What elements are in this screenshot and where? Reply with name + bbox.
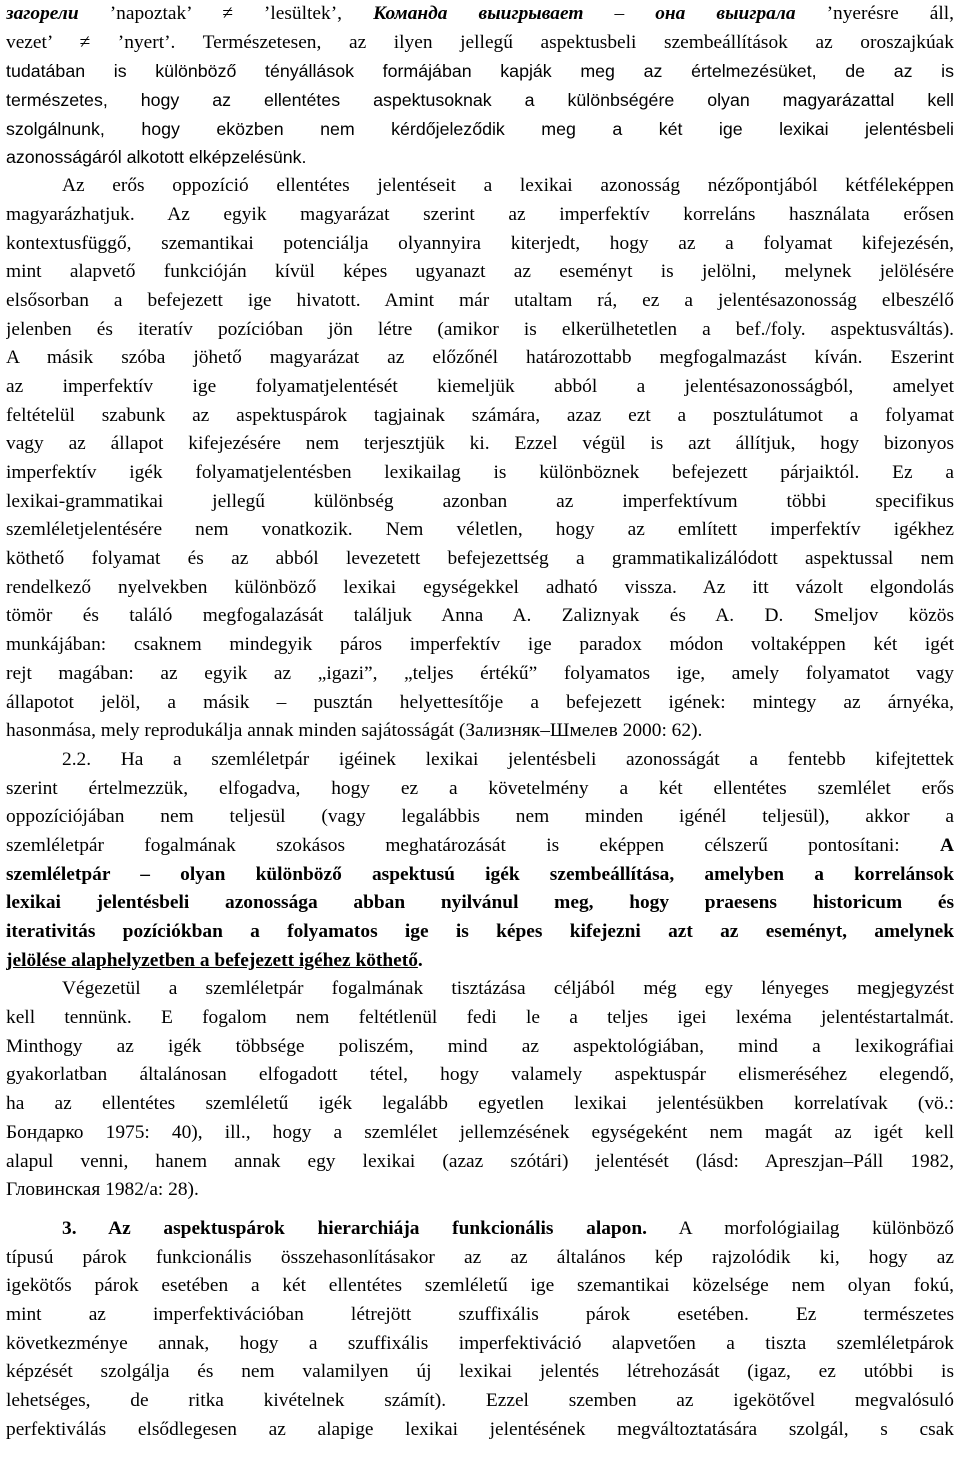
- text-line: képzését szolgálja és nem valamilyen új lexikai jelentés létrehozását (igaz, ez utóbbi is: [6, 1361, 954, 1383]
- text-line: jelenben és iteratív pozícióban jön létre (amikor is elkerülhetetlen a bef./foly. aspektusváltás).: [6, 318, 954, 340]
- text-line: hasonmása, mely reprodukálja annak minden sajátosságát (Зализняк–Шмелев 2000: 62).: [6, 720, 703, 742]
- paragraph-4: [6, 975, 954, 1205]
- text-line: azonosságáról alkotott elképzelésünk.: [6, 147, 307, 168]
- section-gap: [6, 1205, 954, 1215]
- text-line: típusú párok funkcionális összehasonlításakor az az általános kép rajzolódik ki, hogy az: [6, 1246, 954, 1268]
- definition-line: jelölése alaphelyzetben a befejezett igéhez köthető.: [6, 949, 423, 971]
- text-line: oppozíciójában nem teljesül (vagy legalábbis nem minden igénél teljesül), akkor a: [6, 806, 954, 828]
- text-line: állapotot jelöl, a másik – pusztán helyettesítője a befejezett igének: mintegy az árnyéka,: [6, 691, 954, 713]
- section-heading: 3. Az aspektuspárok hierarchiája funkcionális alapon.: [62, 1217, 648, 1239]
- text-line: feltételül szabunk az aspektuspárok tagjainak számára, azaz ezt a posztulátumot a folyamat: [6, 404, 954, 426]
- russian-example: она выиграла: [655, 3, 796, 24]
- text-line: magyarázhatjuk. Az egyik magyarázat szerint az imperfektív korreláns használata erősen: [6, 203, 954, 225]
- text-line: az imperfektív ige folyamatjelentését kiemeljük abból a jelentésazonosságból, amelyet: [6, 375, 954, 397]
- section-3: [6, 1215, 954, 1445]
- text-line: A másik szóba jöhető magyarázat az előzőnél határozottabb megfogalmazást kíván. Eszerint: [6, 347, 954, 369]
- text-line: Бондарко 1975: 40), ill., hogy a szemlélet jellemzésének egységeként nem magát az igét kell: [6, 1121, 954, 1143]
- text-line: rendelkező nyelvekben különböző lexikai egységekkel adható vissza. Az itt vázolt elgondolás: [6, 576, 954, 598]
- text-line: munkájában: csaknem mindegyik páros imperfektív ige paradox módon voltaképpen két igét: [6, 634, 954, 656]
- text-line: elsősorban a befejezett ige hivatott. Amint már utaltam rá, ez a jelentésazonosság elbeszélő: [6, 289, 954, 311]
- text-line: alapul venni, hanem annak egy lexikai (azaz szótári) jelentését (lásd: Apreszjan–Páll 1982,: [6, 1150, 954, 1172]
- text-line: kell tennünk. E fogalom nem feltétlenül fedi le a teljes igei lexéma jelentéstartalmát.: [6, 1007, 954, 1029]
- russian-term: загорели: [6, 3, 79, 24]
- text-line: mint az imperfektivációban létrejött szuffixális párok esetében. Ez természetes: [6, 1303, 954, 1325]
- text-line: szerint értelmezzük, elfogadva, hogy ez a követelmény a két ellentétes szemlélet erős: [6, 777, 954, 799]
- definition-line: iterativitás pozíciókban a folyamatos ige is képes kifejezni azt az eseményt, amelynek: [6, 921, 954, 942]
- definition-bold: A: [939, 834, 954, 856]
- text-line: Az erős oppozíció ellentétes jelentéseit a lexikai azonosság nézőpontjából kétféleképpen: [62, 175, 954, 197]
- text-line: tömör és találó megfogalazását találjuk Anna A. Zaliznyak és A. D. Smeljov közös: [6, 605, 954, 627]
- text-line: 2.2. Ha a szemléletpár igéinek lexikai jelentésbeli azonosságát a fentebb kifejtettek: [62, 748, 954, 770]
- text-line: lehetséges, de ritka kivételnek számít). Ezzel szemben az igekötővel megvalósuló: [6, 1390, 954, 1411]
- text-line: загорели ’napoztak’ ≠ ’lesültek’, Команда выигрывает – она выиграла ’nyerésre áll,: [6, 3, 954, 24]
- text-line: ha az ellentétes szemléletű igék legalább egyetlen lexikai jelentésükben korrelatívak (vö.:: [6, 1093, 954, 1115]
- text-line: szemléletjelentésére nem vonatkozik. Nem véletlen, hogy az említett imperfektív igékhez: [6, 519, 954, 541]
- paragraph-1: [6, 0, 954, 172]
- russian-example: Команда выигрывает: [373, 3, 584, 24]
- text-line: mint alapvető funkcióján kívül képes ugyanazt az eseményt is jelölni, melynek jelölésére: [6, 261, 954, 283]
- cyrillic-citation: Зализняк–Шмелев: [465, 720, 618, 742]
- text-line: gyakorlatban általánosan elfogadott tétel, hogy valamely aspektuspár elismeréséhez elegendő,: [6, 1064, 954, 1086]
- cyrillic-citation: Бондарко: [6, 1121, 84, 1143]
- text-line: vezet’ ≠ ’nyert’. Természetesen, az ilyen jellegű aspektusbeli szembeállítások az oroszajkúak: [6, 31, 954, 53]
- text-line: Minthogy az igék többsége poliszém, mind az aspektológiában, mind a lexikográfiai: [6, 1035, 954, 1057]
- text-line: rejt magában: az egyik az „igazi”, „teljes értékű” folyamatos ige, amely folyamatot vagy: [6, 662, 954, 684]
- text-line: köthető folyamat és az abból levezetett befejezettség a grammatikalizálódott aspektussal nem: [6, 548, 954, 570]
- text-line: perfektiválás elsődlegesen az alapige lexikai jelentésének megváltoztatására szolgál, s csak: [6, 1418, 954, 1440]
- text-line: Végezetül a szemléletpár fogalmának tisztázása céljából még egy lényeges megjegyzést: [62, 978, 954, 1000]
- text-line: természetes, hogy az ellentétes aspektusoknak a különbségére olyan magyarázattal kell: [6, 90, 954, 111]
- paragraph-2-2: [6, 746, 954, 976]
- text-line: Гловинская 1982/a: 28).: [6, 1179, 199, 1201]
- paragraph-2: [6, 172, 954, 746]
- definition-line: lexikai jelentésbeli azonossága abban nyilvánul meg, hogy praesens historicum és: [6, 892, 954, 914]
- text-line: vagy az állapot kifejezésére nem terjesztjük ki. Ezzel végül is azt állítjuk, hogy bizonyos: [6, 433, 954, 455]
- text-line: kontextusfüggő, szemantikai potenciálja olyannyira kiterjedt, hogy az a folyamat kifejezésén,: [6, 232, 954, 254]
- text-line: imperfektív igék folyamatjelentésben lexikailag is különböznek befejezett párjaiktól. Ez a: [6, 462, 954, 483]
- text-line: lexikai-grammatikai jellegű különbség azonban az imperfektívum többi specifikus: [6, 490, 954, 512]
- text-line: következménye annak, hogy a szuffixális imperfektiváció alapvetően a tiszta szemléletpárok: [6, 1332, 954, 1354]
- text-line: 3. Az aspektuspárok hierarchiája funkcionális alapon. A morfológiailag különböző: [62, 1217, 954, 1239]
- text-line: tudatában is különböző tényállások formájában kapják meg az értelmezésüket, de az is: [6, 61, 954, 82]
- definition-line: szemléletpár – olyan különböző aspektusú igék szembeállítása, amelyben a korrelánsok: [6, 863, 954, 885]
- text-line: igekötős párok esetében a két ellentétes szemléletű ige szemantikai közelsége nem olyan fokú,: [6, 1275, 954, 1297]
- cyrillic-citation: Гловинская: [6, 1179, 101, 1201]
- text-line: szemléletpár fogalmának szokásos meghatározását is eképpen célszerű pontosítani: A: [6, 834, 954, 856]
- text-line: szolgálnunk, hogy eközben nem kérdőjeleződik meg a két ige lexikai jelentésbeli: [6, 118, 954, 139]
